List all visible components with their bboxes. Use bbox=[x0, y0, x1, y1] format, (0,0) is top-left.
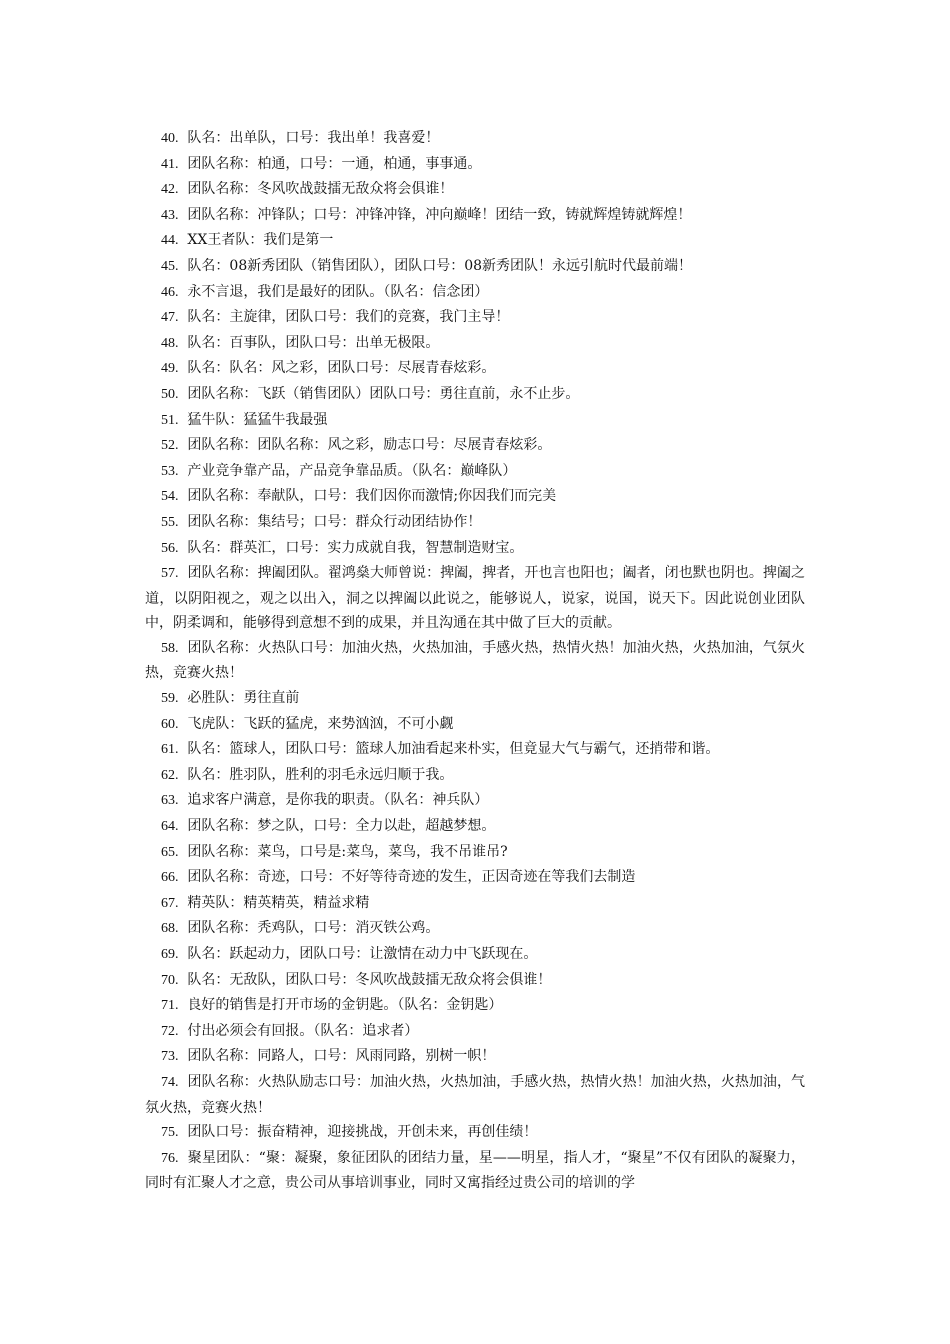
item-text: 团队名称：冬风吹战鼓擂无敌众将会俱谁！ bbox=[187, 181, 454, 198]
item-number: 76. bbox=[161, 1150, 179, 1166]
item-text: 飞虎队：飞跃的猛虎，来势汹汹，不可小觑 bbox=[187, 715, 454, 732]
item-number: 44. bbox=[161, 233, 179, 249]
item-text: 团队名称：火热队口号：加油火热，火热加油，手感火热，热情火热！加油火热，火热加油，气氛火热，竞赛火热！ bbox=[145, 639, 806, 682]
item-text: 团队名称：冲锋队；口号：冲锋冲锋，冲向巅峰！团结一致，铸就辉煌铸就辉煌！ bbox=[187, 206, 692, 223]
item-text: 团队名称：菜鸟，口号是:菜鸟，菜鸟，我不吊谁吊? bbox=[187, 843, 508, 860]
item-number: 53. bbox=[161, 463, 179, 479]
item-number: 46. bbox=[161, 284, 179, 300]
item-number: 73. bbox=[161, 1049, 179, 1065]
item-number: 45. bbox=[161, 258, 179, 274]
item-text: 团队名称：火热队励志口号：加油火热，火热加油，手感火热，热情火热！加油火热，火热加油，气氛火热，竞赛火热！ bbox=[145, 1073, 806, 1116]
item-text: XX王者队：我们是第一 bbox=[187, 232, 334, 249]
list-item bbox=[145, 942, 805, 968]
item-number: 70. bbox=[161, 972, 179, 988]
list-item bbox=[145, 737, 805, 763]
list-item bbox=[145, 228, 805, 254]
list-item bbox=[145, 280, 805, 306]
list-item bbox=[145, 1146, 805, 1196]
list-item bbox=[145, 891, 805, 917]
list-item bbox=[145, 254, 805, 280]
item-number: 54. bbox=[161, 489, 179, 505]
item-text: 追求客户满意，是你我的职责。（队名：神兵队） bbox=[187, 792, 489, 809]
list-item bbox=[145, 152, 805, 178]
item-number: 50. bbox=[161, 386, 179, 402]
item-text: 队名：08新秀团队（销售团队），团队口号：08新秀团队！永远引航时代最前端！ bbox=[187, 257, 693, 274]
item-text: 良好的销售是打开市场的金钥匙。（队名：金钥匙） bbox=[187, 997, 503, 1014]
item-number: 60. bbox=[161, 716, 179, 732]
item-text: 团队名称：同路人，口号：风雨同路，别树一帜！ bbox=[187, 1048, 496, 1065]
item-number: 42. bbox=[161, 182, 179, 198]
item-number: 63. bbox=[161, 793, 179, 809]
item-text: 团队名称：捭阖团队。翟鸿燊大师曾说：捭阖，捭者，开也言也阳也；阖者，闭也默也阴也。捭阖之道，以阴阳视之，观之以出入，洞之以捭阖以此说之，能够说人，说家，说国，说天下。因此说创业团队中，阴柔调和，能够得到意想不到的成果，并且沟通在其中做了巨大的贡献。 bbox=[145, 565, 806, 632]
item-text: 团队名称：团队名称：风之彩，励志口号：尽展青春炫彩。 bbox=[187, 437, 552, 454]
item-number: 41. bbox=[161, 156, 179, 172]
list-item bbox=[145, 916, 805, 942]
item-number: 56. bbox=[161, 540, 179, 556]
list-item bbox=[145, 203, 805, 229]
item-text: 团队名称：梦之队，口号：全力以赴，超越梦想。 bbox=[187, 818, 496, 835]
document-body bbox=[145, 126, 805, 1196]
item-number: 57. bbox=[161, 566, 179, 582]
item-number: 52. bbox=[161, 438, 179, 454]
list-item bbox=[145, 536, 805, 562]
list-item bbox=[145, 459, 805, 485]
list-item bbox=[145, 331, 805, 357]
list-item bbox=[145, 1120, 805, 1146]
list-item bbox=[145, 177, 805, 203]
list-item bbox=[145, 561, 805, 636]
item-number: 65. bbox=[161, 844, 179, 860]
item-text: 队名：百事队，团队口号：出单无极限。 bbox=[187, 334, 440, 351]
item-text: 队名：队名：风之彩，团队口号：尽展青春炫彩。 bbox=[187, 360, 496, 377]
item-number: 62. bbox=[161, 767, 179, 783]
item-text: 产业竞争靠产品，产品竞争靠品质。（队名：巅峰队） bbox=[187, 462, 517, 479]
item-number: 59. bbox=[161, 691, 179, 707]
item-number: 49. bbox=[161, 361, 179, 377]
list-item bbox=[145, 865, 805, 891]
list-item bbox=[145, 433, 805, 459]
list-item bbox=[145, 636, 805, 686]
item-text: 队名：跃起动力，团队口号：让激情在动力中飞跃现在。 bbox=[187, 946, 538, 962]
item-text: 团队名称：奉献队，口号：我们因你而激情;你因我们而完美 bbox=[187, 488, 557, 505]
item-text: 队名：篮球人，团队口号：篮球人加油看起来朴实，但竟显大气与霸气，还捎带和谐。 bbox=[187, 741, 720, 758]
list-item bbox=[145, 993, 805, 1019]
list-item bbox=[145, 788, 805, 814]
item-text: 团队口号：振奋精神，迎接挑战，开创未来，再创佳绩！ bbox=[187, 1124, 538, 1141]
item-text: 团队名称：飞跃（销售团队）团队口号：勇往直前，永不止步。 bbox=[187, 385, 580, 402]
item-number: 47. bbox=[161, 310, 179, 326]
item-number: 48. bbox=[161, 335, 179, 351]
item-text: 团队名称：秃鸡队，口号：消灭铁公鸡。 bbox=[187, 920, 440, 937]
list-item bbox=[145, 1070, 805, 1120]
item-number: 66. bbox=[161, 870, 179, 886]
item-number: 40. bbox=[161, 131, 179, 146]
list-item bbox=[145, 1044, 805, 1070]
item-text: 队名：主旋律，团队口号：我们的竞赛，我门主导！ bbox=[187, 309, 510, 326]
item-text: 团队名称：奇迹，口号：不好等待奇迹的发生，正因奇迹在等我们去制造 bbox=[187, 869, 636, 886]
list-item bbox=[145, 712, 805, 738]
item-text: 必胜队：勇往直前 bbox=[187, 690, 300, 707]
item-number: 67. bbox=[161, 895, 179, 911]
item-number: 55. bbox=[161, 514, 179, 530]
item-number: 43. bbox=[161, 207, 179, 223]
list-item bbox=[145, 763, 805, 789]
item-number: 51. bbox=[161, 412, 179, 428]
item-number: 72. bbox=[161, 1023, 179, 1039]
item-number: 64. bbox=[161, 819, 179, 835]
list-item bbox=[145, 510, 805, 536]
item-number: 68. bbox=[161, 921, 179, 937]
item-number: 61. bbox=[161, 742, 179, 758]
item-text: 团队名称：柏通，口号：一通，柏通，事事通。 bbox=[187, 155, 482, 172]
list-item bbox=[145, 305, 805, 331]
list-item bbox=[145, 484, 805, 510]
list-item bbox=[145, 126, 805, 152]
item-text: 队名：胜羽队，胜利的羽毛永远归顺于我。 bbox=[187, 766, 454, 783]
list-item bbox=[145, 968, 805, 994]
list-item bbox=[145, 1019, 805, 1045]
item-number: 74. bbox=[161, 1074, 179, 1090]
item-text: 付出必须会有回报。（队名：追求者） bbox=[187, 1022, 419, 1039]
list-item bbox=[145, 356, 805, 382]
item-text: 永不言退，我们是最好的团队。（队名：信念团） bbox=[187, 283, 489, 300]
item-number: 71. bbox=[161, 998, 179, 1014]
item-text: 猛牛队：猛猛牛我最强 bbox=[187, 411, 328, 428]
item-number: 69. bbox=[161, 947, 179, 962]
item-text: 队名：群英汇，口号：实力成就自我，智慧制造财宝。 bbox=[187, 539, 524, 556]
item-text: 聚星团队：“聚：凝聚，象征团队的团结力量，星——明星，指人才，“聚星”不仅有团队的凝聚力，同时有汇聚人才之意，贵公司从事培训事业，同时又寓指经过贵公司的培训的学 bbox=[145, 1149, 805, 1192]
item-number: 58. bbox=[161, 640, 179, 656]
item-number: 75. bbox=[161, 1125, 179, 1141]
list-item bbox=[145, 408, 805, 434]
list-item bbox=[145, 382, 805, 408]
item-text: 队名：出单队，口号：我出单！我喜爱！ bbox=[187, 130, 440, 146]
list-item bbox=[145, 686, 805, 712]
item-text: 团队名称：集结号；口号：群众行动团结协作！ bbox=[187, 513, 482, 530]
list-item bbox=[145, 814, 805, 840]
list-item bbox=[145, 840, 805, 866]
item-text: 精英队：精英精英，精益求精 bbox=[187, 894, 370, 911]
item-text: 队名：无敌队，团队口号：冬风吹战鼓擂无敌众将会俱谁！ bbox=[187, 971, 552, 988]
